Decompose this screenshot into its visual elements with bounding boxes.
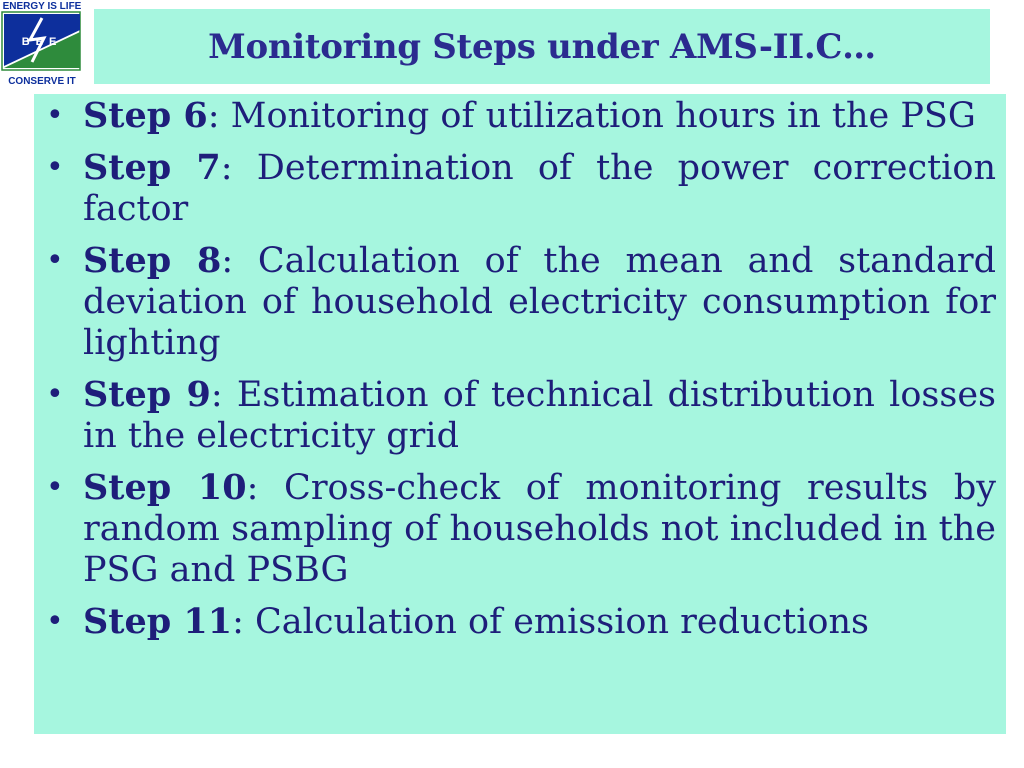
step-text: : Cross-check of monitoring results by random sampling of households not included in the PSG and PSBG [83, 468, 997, 590]
bullet-icon: • [46, 377, 64, 412]
step-label: Step 8 [83, 240, 222, 281]
slide-title: Monitoring Steps under AMS-II.C… [208, 26, 876, 67]
bullet-icon: • [46, 150, 64, 185]
logo-middle-text: BEE [21, 36, 63, 48]
step-label: Step 7 [83, 147, 221, 188]
bullet-icon: • [46, 243, 64, 278]
step-label: Step 9 [83, 374, 211, 415]
step-item [34, 240, 996, 364]
bullet-icon: • [46, 98, 64, 133]
step-text: : Calculation of the mean and standard deviation of household electricity consumption for lighting [83, 241, 996, 363]
step-item [34, 374, 996, 457]
step-item [34, 467, 996, 591]
step-text: : Calculation of emission reductions [232, 602, 869, 642]
content-panel [34, 94, 1006, 734]
bullet-icon: • [46, 604, 64, 639]
step-item [34, 147, 996, 230]
step-text: : Estimation of technical distribution losses in the electricity grid [83, 375, 996, 456]
step-text: : Determination of the power correction factor [83, 148, 996, 229]
bee-logo-graphic [0, 0, 84, 88]
bee-logo [0, 0, 84, 88]
logo-top-text: ENERGY IS LIFE [2, 1, 82, 12]
step-label: Step 10 [83, 467, 247, 508]
step-label: Step 11 [83, 601, 233, 642]
step-item [34, 95, 996, 137]
title-panel [94, 9, 990, 84]
logo-bottom-text: CONSERVE IT [8, 76, 76, 87]
step-text: : Monitoring of utilization hours in the PSG [207, 96, 976, 136]
steps-list [34, 95, 996, 643]
step-item [34, 601, 996, 643]
step-label: Step 6 [83, 95, 208, 136]
bullet-icon: • [46, 470, 64, 505]
